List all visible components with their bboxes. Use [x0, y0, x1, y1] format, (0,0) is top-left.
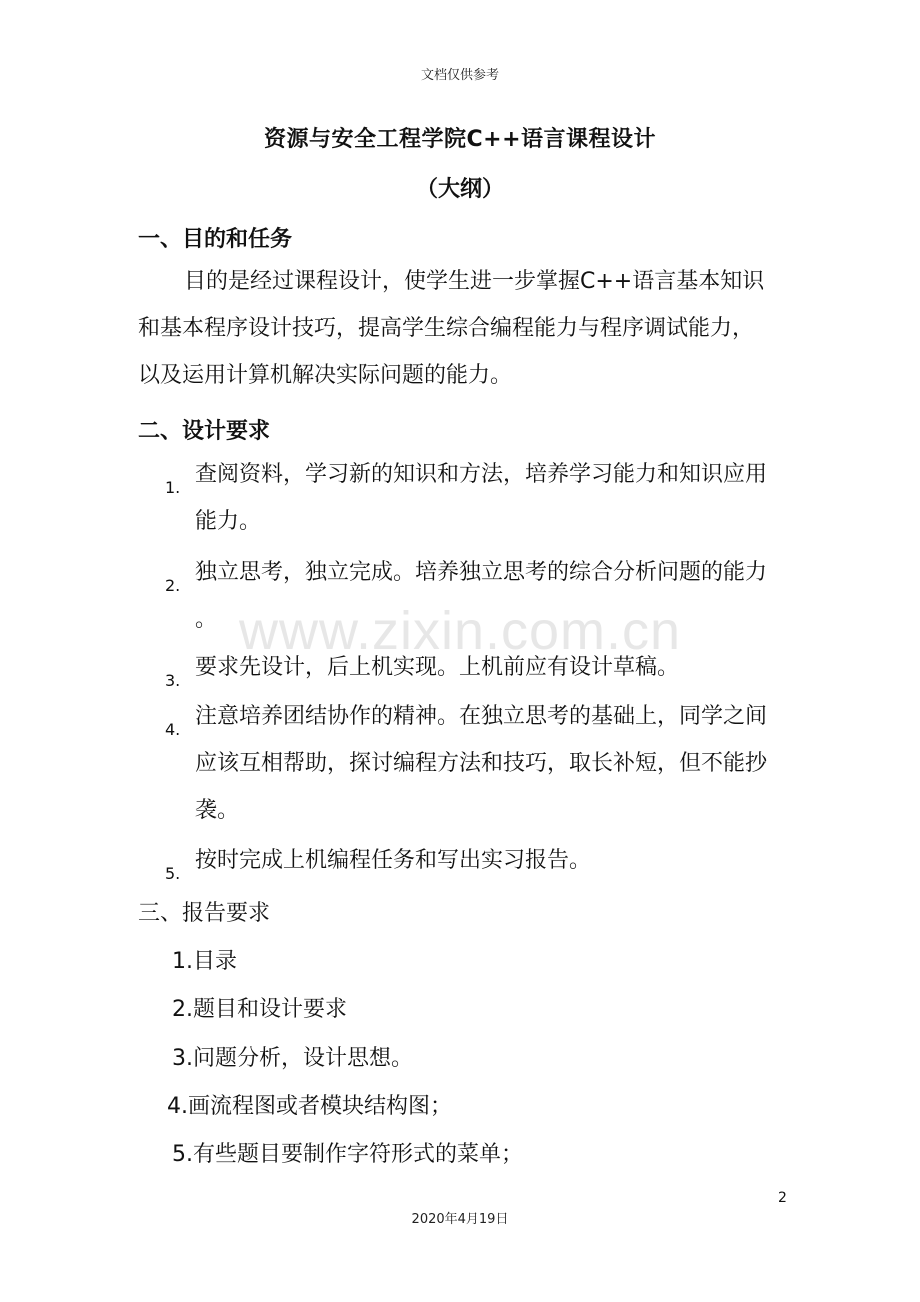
section-heading-report: 三、报告要求: [138, 901, 271, 926]
report-item-4: 4.画流程图或者模块结构图；: [167, 1094, 452, 1119]
report-item-2: 2.题目和设计要求: [172, 997, 347, 1022]
paragraph-line: 目的是经过课程设计，使学生进一步掌握C++语言基本知识: [184, 269, 765, 294]
report-item-1: 1.目录: [172, 949, 237, 974]
list-item-line: 。: [195, 607, 218, 632]
list-item-line: 应该互相帮助，探讨编程方法和技巧，取长补短，但不能抄: [195, 751, 768, 776]
paragraph-line: 和基本程序设计技巧，提高学生综合编程能力与程序调试能力，: [138, 316, 755, 341]
section-heading-purpose: 一、目的和任务: [138, 227, 293, 252]
section-purpose-body: [138, 258, 778, 399]
footer-date: 2020年4月19日: [411, 1212, 509, 1227]
header-note: 文档仅供参考: [420, 68, 499, 83]
document-subtitle: （大纲）: [415, 177, 504, 202]
list-item-line: 袭。: [195, 798, 240, 823]
document-title: 资源与安全工程学院C++语言课程设计: [263, 127, 656, 152]
watermark: www.zixin.com.cn: [238, 601, 682, 661]
report-item-5: 5.有些题目要制作字符形式的菜单；: [172, 1142, 523, 1167]
list-item-line: 要求先设计，后上机实现。上机前应有设计草稿。: [195, 655, 680, 680]
list-number: 1.: [165, 478, 181, 497]
report-item-3: 3.问题分析，设计思想。: [172, 1046, 413, 1071]
list-item-line: 注意培养团结协作的精神。在独立思考的基础上，同学之间: [195, 704, 768, 729]
section-heading-requirements: 二、设计要求: [138, 419, 271, 444]
list-item-line: 能力。: [195, 509, 262, 534]
list-item-line: 查阅资料，学习新的知识和方法，培养学习能力和知识应用: [195, 462, 768, 487]
list-number: 4.: [165, 720, 181, 739]
page-number: 2: [778, 1190, 787, 1206]
list-item-line: 按时完成上机编程任务和写出实习报告。: [195, 848, 592, 873]
list-number: 2.: [165, 576, 181, 595]
list-number: 3.: [165, 671, 181, 690]
list-item-line: 独立思考，独立完成。培养独立思考的综合分析问题的能力: [195, 560, 768, 585]
list-number: 5.: [165, 864, 181, 883]
paragraph-line: 以及运用计算机解决实际问题的能力。: [138, 363, 513, 388]
